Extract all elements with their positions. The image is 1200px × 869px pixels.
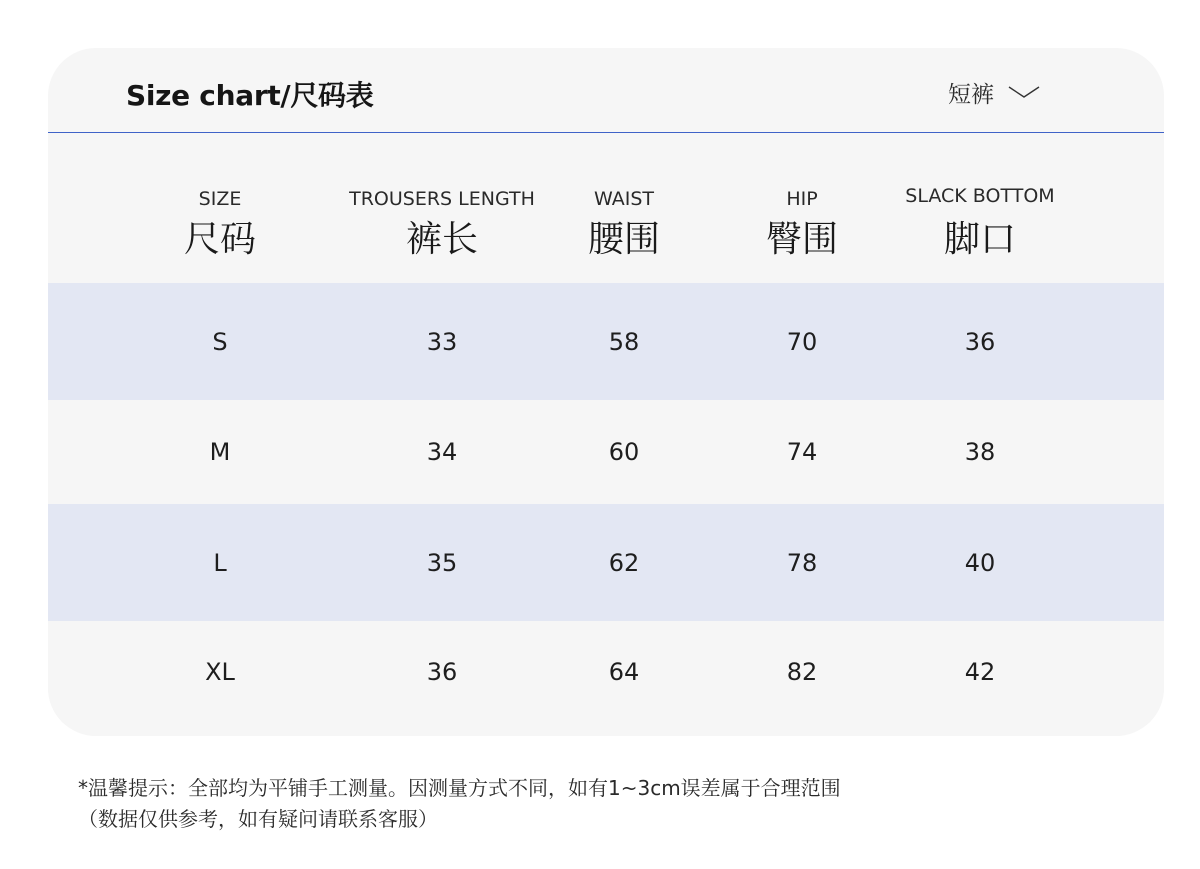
cell-size: XL: [205, 658, 235, 686]
column-header-en: SIZE: [198, 188, 242, 210]
cell-size: L: [213, 548, 227, 577]
column-header-en: WAIST: [593, 188, 654, 210]
cell-slack-bottom: 42: [964, 658, 996, 686]
size-chart-card: [48, 48, 1164, 736]
cell-trousers-length: 34: [426, 438, 458, 466]
cell-trousers-length: 33: [426, 327, 458, 356]
cell-waist: 62: [608, 548, 640, 577]
cell-waist: 64: [608, 658, 640, 686]
column-header-waist: [524, 133, 724, 283]
cell-slack-bottom: 38: [964, 438, 996, 466]
category-dropdown[interactable]: [948, 72, 1040, 112]
card-header: [48, 48, 1164, 133]
column-header-slack-bottom: [880, 133, 1080, 283]
column-header-hip: [702, 133, 902, 283]
column-header-zh: 腰围: [587, 219, 660, 260]
cell-hip: 82: [786, 658, 818, 686]
column-header-zh: 尺码: [183, 219, 256, 260]
column-header-en: SLACK BOTTOM: [905, 185, 1055, 207]
dropdown-label: 短裤: [948, 81, 994, 108]
cell-size: M: [209, 438, 231, 466]
cell-waist: 58: [608, 327, 640, 356]
table-header-row: [48, 133, 1164, 283]
table-row: [48, 621, 1164, 723]
column-header-trousers-length: [342, 133, 542, 283]
chevron-down-icon: [1008, 84, 1040, 100]
column-header-zh: 裤长: [405, 219, 478, 260]
column-header-en: HIP: [786, 188, 818, 210]
cell-hip: 74: [786, 438, 818, 466]
cell-size: S: [212, 327, 228, 356]
table-row: [48, 504, 1164, 621]
column-header-en: TROUSERS LENGTH: [349, 188, 535, 210]
cell-hip: 70: [786, 327, 818, 356]
table-row: [48, 400, 1164, 504]
cell-trousers-length: 35: [426, 548, 458, 577]
cell-hip: 78: [786, 548, 818, 577]
cell-slack-bottom: 36: [964, 327, 996, 356]
column-header-zh: 脚口: [943, 219, 1016, 260]
measurement-note: *温馨提示：全部均为平铺手工测量。因测量方式不同，如有1~3cm误差属于合理范围: [78, 776, 841, 800]
disclaimer-note: （数据仅供参考，如有疑问请联系客服）: [78, 807, 438, 831]
page-title: Size chart/尺码表: [126, 79, 374, 112]
cell-trousers-length: 36: [426, 658, 458, 686]
table-row: [48, 283, 1164, 400]
column-header-size: [120, 133, 320, 283]
column-header-zh: 臀围: [765, 219, 838, 260]
cell-waist: 60: [608, 438, 640, 466]
cell-slack-bottom: 40: [964, 548, 996, 577]
